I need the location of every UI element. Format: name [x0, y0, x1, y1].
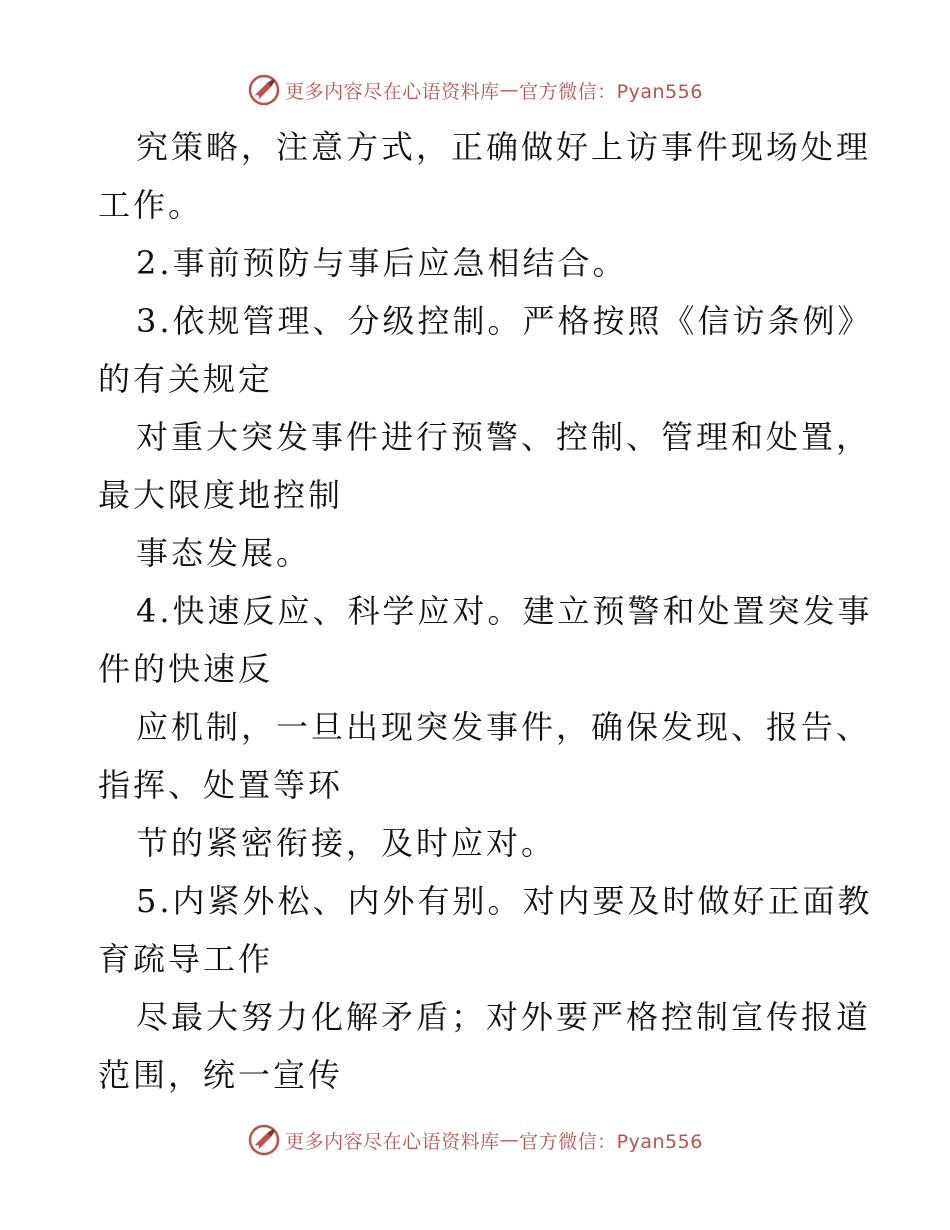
text-line: 指挥、处置等环 [98, 766, 344, 804]
text-line: 5.内紧外松、内外有别。对内要及时做好正面教 [136, 882, 873, 920]
text-line: 事态发展。 [136, 534, 312, 572]
footer-watermark [0, 1120, 950, 1160]
watermark-wechat-text: 官方微信：Pyan556 [519, 80, 703, 103]
text-line: 应机制，一旦出现突发事件，确保发现、报告、 [136, 708, 872, 746]
text-line: 最大限度地控制 [98, 476, 344, 514]
header-watermark [0, 70, 950, 110]
text-line: 的有关规定 [98, 360, 274, 398]
text-line: 育疏导工作 [98, 940, 274, 978]
document-body [98, 118, 873, 1104]
watermark-wechat-text: 官方微信：Pyan556 [519, 1130, 703, 1153]
text-line: 尽最大努力化解矛盾；对外要严格控制宣传报道 [136, 998, 872, 1036]
watermark-site-text: 更多内容尽在心语资料库 [285, 1130, 500, 1153]
text-line: 件的快速反 [98, 650, 274, 688]
watermark-dash: — [499, 79, 520, 101]
brand-logo-icon [247, 1123, 281, 1157]
text-line: 究策略，注意方式，正确做好上访事件现场处理 [136, 128, 872, 166]
watermark-dash: — [499, 1129, 520, 1151]
text-line: 对重大突发事件进行预警、控制、管理和处置， [136, 418, 872, 456]
text-line: 4.快速反应、科学应对。建立预警和处置突发事 [136, 592, 873, 630]
text-line: 范围，统一宣传 [98, 1056, 344, 1094]
brand-logo-icon [247, 73, 281, 107]
text-line: 工作。 [98, 186, 204, 224]
text-line: 3.依规管理、分级控制。严格按照《信访条例》 [136, 302, 873, 340]
text-line: 节的紧密衔接，及时应对。 [136, 824, 557, 862]
watermark-site-text: 更多内容尽在心语资料库 [285, 80, 500, 103]
text-line: 2.事前预防与事后应急相结合。 [136, 244, 628, 282]
